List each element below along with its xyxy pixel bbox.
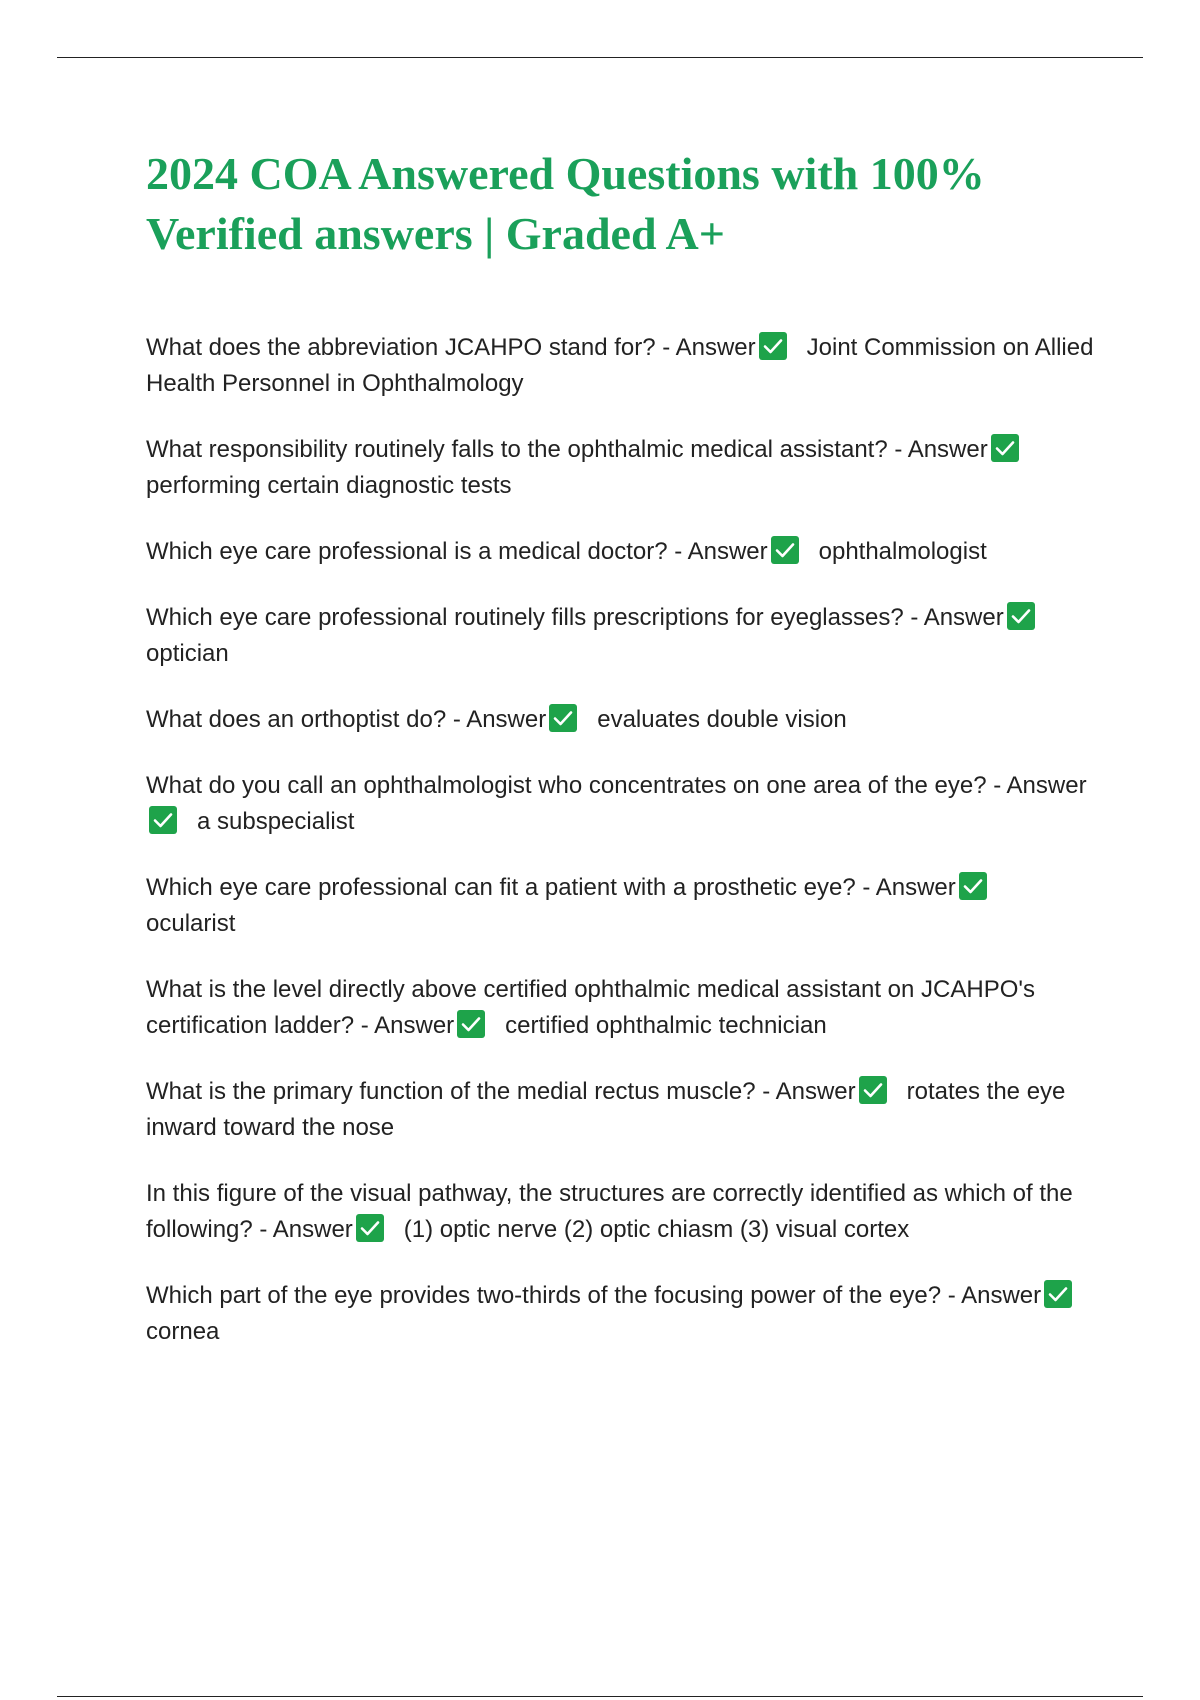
question-text: Which eye care professional is a medical doctor? - bbox=[146, 538, 688, 565]
check-box-icon bbox=[149, 806, 177, 834]
check-box-icon bbox=[859, 1076, 887, 1104]
question-text: What is the level directly above certified ophthalmic medical assistant on JCAHPO's certification ladder? - bbox=[146, 976, 1035, 1039]
answer-text: evaluates double vision bbox=[597, 706, 847, 733]
question-text: Which eye care professional routinely fills prescriptions for eyeglasses? - bbox=[146, 604, 924, 631]
check-box-icon bbox=[759, 332, 787, 360]
answer-label: Answer bbox=[961, 1282, 1042, 1309]
answer-text: ophthalmologist bbox=[818, 538, 987, 565]
question-text: What does an orthoptist do? - bbox=[146, 706, 467, 733]
question-text: What is the primary function of the medial rectus muscle? - bbox=[146, 1078, 776, 1105]
document-title: 2024 COA Answered Questions with 100% Verified answers | Graded A+ bbox=[146, 148, 985, 259]
answer-text: rotates the eye inward toward the nose bbox=[146, 1078, 1066, 1141]
answer-text: a subspecialist bbox=[197, 808, 355, 835]
qa-item bbox=[146, 702, 1096, 738]
answer-text: performing certain diagnostic tests bbox=[146, 472, 512, 499]
answer-label: Answer bbox=[875, 874, 956, 901]
answer-label: Answer bbox=[1006, 772, 1087, 799]
answer-text: (1) optic nerve (2) optic chiasm (3) visual cortex bbox=[403, 1216, 910, 1243]
qa-item bbox=[146, 768, 1096, 840]
answer-label: Answer bbox=[907, 436, 988, 463]
check-box-icon bbox=[356, 1214, 384, 1242]
answer-text: cornea bbox=[146, 1318, 220, 1345]
qa-item bbox=[146, 870, 1096, 942]
answer-label: Answer bbox=[687, 538, 768, 565]
answer-label: Answer bbox=[675, 334, 756, 361]
qa-item bbox=[146, 972, 1096, 1044]
answer-text: certified ophthalmic technician bbox=[505, 1012, 827, 1039]
check-box-icon bbox=[959, 872, 987, 900]
answer-text: Joint Commission on Allied Health Personnel in Ophthalmology bbox=[146, 334, 1094, 397]
qa-item bbox=[146, 600, 1096, 672]
question-text: Which eye care professional can fit a patient with a prosthetic eye? - bbox=[146, 874, 876, 901]
check-box-icon bbox=[1007, 602, 1035, 630]
qa-item bbox=[146, 432, 1096, 504]
question-text: What responsibility routinely falls to the ophthalmic medical assistant? - bbox=[146, 436, 908, 463]
qa-item bbox=[146, 1176, 1096, 1248]
answer-label: Answer bbox=[466, 706, 547, 733]
check-box-icon bbox=[457, 1010, 485, 1038]
check-box-icon bbox=[549, 704, 577, 732]
answer-label: Answer bbox=[923, 604, 1004, 631]
qa-item bbox=[146, 330, 1096, 402]
question-text: In this figure of the visual pathway, the structures are correctly identified as which of the following? - bbox=[146, 1180, 1073, 1243]
check-box-icon bbox=[1044, 1280, 1072, 1308]
top-divider bbox=[57, 57, 1143, 58]
question-text: What do you call an ophthalmologist who concentrates on one area of the eye? - bbox=[146, 772, 1007, 799]
question-text: Which part of the eye provides two-thirds of the focusing power of the eye? - bbox=[146, 1282, 962, 1309]
bottom-divider bbox=[57, 1696, 1143, 1697]
answer-label: Answer bbox=[775, 1078, 856, 1105]
qa-item bbox=[146, 1074, 1096, 1146]
check-box-icon bbox=[991, 434, 1019, 462]
qa-list bbox=[146, 330, 1096, 1380]
check-box-icon bbox=[771, 536, 799, 564]
qa-item bbox=[146, 534, 1096, 570]
question-text: What does the abbreviation JCAHPO stand for? - bbox=[146, 334, 676, 361]
answer-label: Answer bbox=[374, 1012, 455, 1039]
answer-label: Answer bbox=[272, 1216, 353, 1243]
qa-item bbox=[146, 1278, 1096, 1350]
answer-text: ocularist bbox=[146, 910, 236, 937]
answer-text: optician bbox=[146, 640, 229, 667]
